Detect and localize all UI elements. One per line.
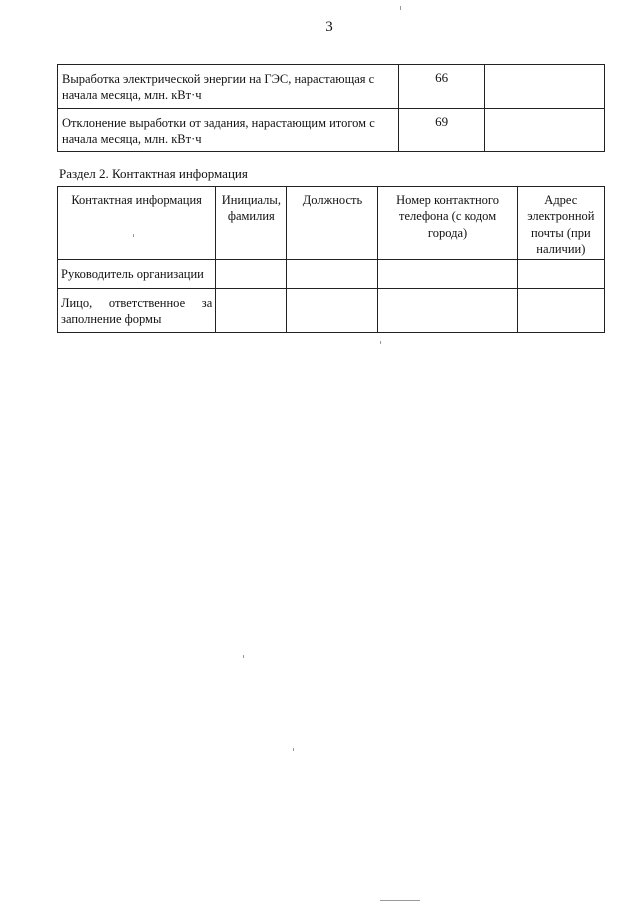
contact-table <box>57 186 605 333</box>
header-text: почты (при <box>530 225 591 240</box>
header-text: электронной <box>527 209 595 224</box>
row-label-production <box>58 65 399 109</box>
email-cell[interactable] <box>517 260 604 289</box>
header-email <box>517 187 604 260</box>
table-row <box>58 260 605 289</box>
header-text: наличии) <box>536 241 586 256</box>
section-title: Раздел 2. Контактная информация <box>59 166 248 181</box>
header-text: фамилия <box>227 209 275 224</box>
row-label-head-of-organization: Руководитель организации <box>58 260 216 289</box>
position-cell[interactable] <box>287 289 378 333</box>
scan-mark <box>380 341 381 344</box>
header-text: телефона (с кодом <box>399 209 497 224</box>
header-text: Адрес <box>544 193 578 207</box>
table-row <box>58 108 605 152</box>
scan-mark <box>293 748 294 751</box>
scan-mark <box>243 655 244 658</box>
scan-mark <box>380 900 420 901</box>
row-label-line: начала месяца, млн. кВт·ч <box>62 88 202 103</box>
header-text: Контактная информация <box>71 193 202 207</box>
row-label-line: заполнение формы <box>61 312 162 327</box>
row-label-line: начала месяца, млн. кВт·ч <box>62 131 202 146</box>
value-cell[interactable] <box>485 108 605 152</box>
row-code: 66 <box>398 65 485 109</box>
header-text: Номер контактного <box>396 193 499 207</box>
production-table <box>57 64 605 152</box>
header-position <box>287 187 378 260</box>
initials-cell[interactable] <box>216 260 287 289</box>
scan-mark <box>400 6 401 10</box>
row-label-line: Отклонение выработки от задания, нарастающим итогом с <box>62 115 375 130</box>
row-label-word: ответственное <box>108 296 186 310</box>
header-phone <box>378 187 517 260</box>
page-number: 3 <box>325 19 333 35</box>
row-label-word: Лицо, <box>61 296 93 310</box>
row-label-line <box>61 295 212 311</box>
header-contact-info <box>58 187 216 260</box>
row-label-deviation <box>58 108 399 152</box>
phone-cell[interactable] <box>378 289 517 333</box>
row-label-responsible-person <box>58 289 216 333</box>
initials-cell[interactable] <box>216 289 287 333</box>
table-row <box>58 65 605 109</box>
header-initials <box>216 187 287 260</box>
header-text: города) <box>427 225 468 240</box>
row-label-line: Выработка электрической энергии на ГЭС, нарастающая с <box>62 72 375 86</box>
header-text: Должность <box>302 193 363 207</box>
row-code: 69 <box>398 108 485 152</box>
table-header-row <box>58 187 605 260</box>
scan-mark <box>133 234 134 237</box>
value-cell[interactable] <box>485 65 605 109</box>
phone-cell[interactable] <box>378 260 517 289</box>
header-text: Инициалы, <box>221 193 281 207</box>
table-row <box>58 289 605 333</box>
email-cell[interactable] <box>517 289 604 333</box>
position-cell[interactable] <box>287 260 378 289</box>
row-label-word: за <box>201 296 213 310</box>
